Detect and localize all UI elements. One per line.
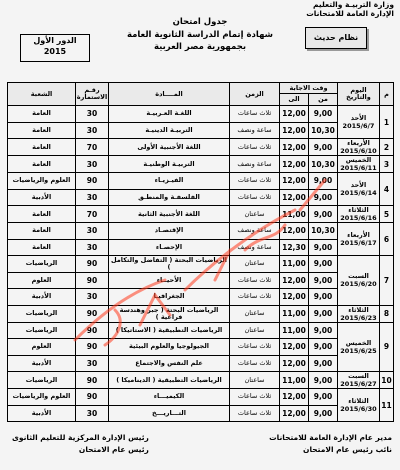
time-to: 11,00 <box>280 305 309 322</box>
table-row <box>8 256 394 273</box>
day-date-cell <box>338 389 380 422</box>
time-from: 9,00 <box>309 389 338 406</box>
day-number: 7 <box>380 256 394 306</box>
time-from: 10,30 <box>309 223 338 240</box>
duration: ساعة ونصف <box>230 223 280 240</box>
footer-left-line-2: رئيس عام الامتحان <box>78 445 149 454</box>
subject: الجيولوجيا والعلوم البيئية <box>109 339 230 356</box>
duration: ثلاث ساعات <box>230 339 280 356</box>
table-row <box>8 239 394 256</box>
col-header-from: من <box>309 94 338 106</box>
form-number: 30 <box>76 106 109 123</box>
table-row <box>8 122 394 139</box>
day-name: السبت <box>348 272 369 281</box>
col-header-duration: الزمن <box>230 83 280 106</box>
day-number: 3 <box>380 156 394 173</box>
col-header-form-no: رقـم الاستمارة <box>76 83 109 106</box>
time-to: 12,00 <box>280 189 309 206</box>
time-to: 12,00 <box>280 106 309 123</box>
division: الرياضيات <box>8 305 76 322</box>
title-line-3: بجمهورية مصر العربية <box>153 42 247 52</box>
day-number: 1 <box>380 106 394 139</box>
division: العامة <box>8 139 76 156</box>
day-date-cell <box>338 139 380 156</box>
duration: ثلاث ساعات <box>230 289 280 306</box>
division: الأدبية <box>8 355 76 372</box>
time-to: 11,00 <box>280 322 309 339</box>
division: العلوم <box>8 339 76 356</box>
day-number: 10 <box>380 372 394 389</box>
day-date: 2015/6/7 <box>342 122 375 130</box>
time-from: 9,00 <box>309 239 338 256</box>
duration: ثلاث ساعات <box>230 389 280 406</box>
subject: الرياضيات التطبيقية ( الديناميكا ) <box>109 372 230 389</box>
document-title <box>112 16 288 54</box>
division: الرياضيات <box>8 256 76 273</box>
schedule-body <box>8 106 394 422</box>
duration: ساعتان <box>230 372 280 389</box>
col-header-day-date: اليوم والتاريخ <box>338 83 380 106</box>
day-date: 2015/6/25 <box>340 346 377 355</box>
table-row <box>8 156 394 173</box>
subject: الفيـزيـاء <box>109 173 230 190</box>
table-row <box>8 339 394 356</box>
duration: ثلاث ساعات <box>230 106 280 123</box>
table-row <box>8 139 394 156</box>
time-from: 9,00 <box>309 173 338 190</box>
table-row <box>8 289 394 306</box>
footer-right-line-1: مدير عام الإدارة العامة للامتحانات <box>269 433 392 442</box>
table-row <box>8 223 394 240</box>
time-from: 9,00 <box>309 355 338 372</box>
form-number: 90 <box>76 256 109 273</box>
day-number: 4 <box>380 173 394 206</box>
subject: التـــاريـــخ <box>109 405 230 422</box>
day-name: السبت <box>348 372 369 380</box>
ministry-line-1: وزارة التربيـة والتعليم <box>313 0 394 9</box>
table-row <box>8 305 394 322</box>
day-date: 2015/6/14 <box>340 189 377 197</box>
subject: الإحصـاء <box>109 239 230 256</box>
exam-schedule-table <box>7 82 394 422</box>
day-name: الخميس <box>345 156 372 164</box>
day-date-cell <box>338 305 380 322</box>
day-name: الأربعاء <box>347 139 370 147</box>
subject: الأحيــاء <box>109 272 230 289</box>
time-from: 9,00 <box>309 305 338 322</box>
time-to: 12,00 <box>280 173 309 190</box>
division: العامة <box>8 106 76 123</box>
time-to: 12,00 <box>280 139 309 156</box>
form-number: 30 <box>76 122 109 139</box>
day-date: 2015/6/17 <box>340 239 377 247</box>
duration: ثلاث ساعات <box>230 272 280 289</box>
time-from: 9,00 <box>309 189 338 206</box>
subject: الرياضيات البحتة ( جبر وهندسة فراغية ) <box>109 305 230 322</box>
table-row <box>8 322 394 339</box>
time-to: 12,00 <box>280 272 309 289</box>
day-date-cell <box>338 173 380 206</box>
division: الأدبية <box>8 405 76 422</box>
division: العامة <box>8 206 76 223</box>
duration: ثلاث ساعات <box>230 405 280 422</box>
form-number: 30 <box>76 239 109 256</box>
form-number: 30 <box>76 289 109 306</box>
time-from: 9,00 <box>309 339 338 356</box>
day-date: 2015/6/16 <box>340 214 377 222</box>
subject: الرياضيات البحتة ( التفاضل والتكامل ) <box>109 256 230 273</box>
subject: التربيـة الدينيـة <box>109 122 230 139</box>
table-row <box>8 173 394 190</box>
system-box <box>305 27 367 49</box>
table-row <box>8 272 394 289</box>
division: الرياضيات <box>8 322 76 339</box>
system-label: نظام حديث <box>313 33 359 42</box>
title-line-1: جدول امتحان <box>172 17 228 27</box>
time-from: 9,00 <box>309 206 338 223</box>
duration: ساعتان <box>230 305 280 322</box>
subject: اللغة الأجنبية الثانية <box>109 206 230 223</box>
round-box <box>20 34 90 62</box>
footer-left-line-1: رئيس الإدارة المركزية للتعليم الثانوى <box>12 433 149 442</box>
time-from: 9,00 <box>309 139 338 156</box>
duration: ثلاث ساعات <box>230 139 280 156</box>
division: العلوم والرياضيات <box>8 389 76 406</box>
day-name: الأربعاء <box>347 231 370 239</box>
division: الأدبية <box>8 189 76 206</box>
duration: ساعتان <box>230 206 280 223</box>
duration: ثلاث ساعات <box>230 173 280 190</box>
subject: اللغـة العـربيـة <box>109 106 230 123</box>
form-number: 90 <box>76 372 109 389</box>
form-number: 30 <box>76 223 109 240</box>
form-number: 70 <box>76 139 109 156</box>
time-to: 12,00 <box>280 339 309 356</box>
form-number: 90 <box>76 272 109 289</box>
day-date-cell <box>338 322 380 372</box>
time-to: 12,00 <box>280 122 309 139</box>
time-to: 11,00 <box>280 256 309 273</box>
day-date-cell <box>338 256 380 306</box>
day-name: الأحد <box>350 114 367 122</box>
day-date: 2015/6/20 <box>340 280 377 289</box>
day-number: 5 <box>380 206 394 223</box>
duration: ساعتان <box>230 322 280 339</box>
duration: ساعة ونصف <box>230 122 280 139</box>
day-date: 2015/6/11 <box>340 164 377 172</box>
division: العلوم والرياضيات <box>8 173 76 190</box>
col-header-answer-time: وقت الاجابة <box>280 83 338 94</box>
time-to: 11,00 <box>280 372 309 389</box>
ministry-line-2: الإدارة العامة للامتحانات <box>306 9 394 18</box>
day-date-cell <box>338 156 380 173</box>
division: الأدبية <box>8 289 76 306</box>
subject: الجغرافيـا <box>109 289 230 306</box>
division: العامة <box>8 239 76 256</box>
day-date: 2015/6/10 <box>340 147 377 155</box>
time-to: 12,00 <box>280 156 309 173</box>
table-row <box>8 206 394 223</box>
day-name: الثلاثاء <box>348 206 369 214</box>
time-to: 12,00 <box>280 389 309 406</box>
col-header-num: م <box>380 83 394 106</box>
day-number: 6 <box>380 223 394 256</box>
table-row <box>8 106 394 123</box>
day-date-cell <box>338 372 380 389</box>
day-name: الثلاثاء <box>348 397 369 405</box>
day-date-cell <box>338 106 380 139</box>
time-from: 9,00 <box>309 372 338 389</box>
time-from: 9,00 <box>309 405 338 422</box>
form-number: 30 <box>76 405 109 422</box>
time-from: 9,00 <box>309 272 338 289</box>
day-date: 2015/6/30 <box>340 405 377 413</box>
col-header-subject: المــــادة <box>109 83 230 106</box>
time-to: 12,00 <box>280 289 309 306</box>
day-date-cell <box>338 206 380 223</box>
form-number: 30 <box>76 189 109 206</box>
duration: ثلاث ساعات <box>230 189 280 206</box>
day-date: 2015/6/23 <box>340 313 377 322</box>
division: العامة <box>8 122 76 139</box>
form-number: 90 <box>76 389 109 406</box>
time-to: 12,00 <box>280 355 309 372</box>
subject: الإقتصـاد <box>109 223 230 240</box>
subject: علم النفس والاجتماع <box>109 355 230 372</box>
time-from: 9,00 <box>309 289 338 306</box>
division: العلوم <box>8 272 76 289</box>
subject: التربيـة الوطنيـة <box>109 156 230 173</box>
table-row <box>8 189 394 206</box>
form-number: 90 <box>76 322 109 339</box>
subject: الكيميـــاء <box>109 389 230 406</box>
time-from: 10,30 <box>309 156 338 173</box>
subject: الرياضيات التطبيقية ( الاستاتيكا ) <box>109 322 230 339</box>
col-header-to: الى <box>280 94 309 106</box>
day-name: الأحد <box>350 181 367 189</box>
form-number: 30 <box>76 355 109 372</box>
col-header-division: الشعبة <box>8 83 76 106</box>
day-number: 11 <box>380 389 394 422</box>
table-row <box>8 355 394 372</box>
time-to: 12,00 <box>280 405 309 422</box>
table-row <box>8 389 394 406</box>
ministry-header <box>306 0 394 18</box>
time-from: 10,30 <box>309 122 338 139</box>
form-number: 30 <box>76 156 109 173</box>
subject: اللغة الأجنبية الأولى <box>109 139 230 156</box>
duration: ساعتان <box>230 256 280 273</box>
footer-right-line-2: نائب رئيس عام الامتحان <box>303 445 392 454</box>
duration: ساعة ونصف <box>230 239 280 256</box>
form-number: 70 <box>76 206 109 223</box>
day-date: 2015/6/27 <box>340 380 377 388</box>
table-row <box>8 405 394 422</box>
division: العامة <box>8 156 76 173</box>
day-number: 2 <box>380 139 394 156</box>
day-date-cell <box>338 223 380 256</box>
subject: الفلسفـة والمنطـق <box>109 189 230 206</box>
form-number: 90 <box>76 305 109 322</box>
division: الرياضيات <box>8 372 76 389</box>
form-number: 90 <box>76 339 109 356</box>
division: العامة <box>8 223 76 240</box>
day-number: 9 <box>380 322 394 372</box>
time-from: 9,00 <box>309 106 338 123</box>
table-row <box>8 372 394 389</box>
time-from: 9,00 <box>309 322 338 339</box>
footer-right-signatures <box>269 432 392 456</box>
round-year: 2015 <box>43 47 67 56</box>
duration: ساعة ونصف <box>230 156 280 173</box>
round-label: الدور الأول <box>33 36 77 45</box>
day-name: الثلاثاء <box>348 305 369 314</box>
time-to: 12,30 <box>280 239 309 256</box>
form-number: 90 <box>76 173 109 190</box>
day-name: الخميس <box>345 338 372 347</box>
title-line-2: شهادة إتمام الدراسة الثانوية العامة <box>126 29 274 40</box>
time-to: 12,00 <box>280 223 309 240</box>
day-number: 8 <box>380 305 394 322</box>
time-to: 11,00 <box>280 206 309 223</box>
duration: ثلاث ساعات <box>230 355 280 372</box>
time-from: 9,00 <box>309 256 338 273</box>
footer-left-signatures <box>12 432 149 456</box>
